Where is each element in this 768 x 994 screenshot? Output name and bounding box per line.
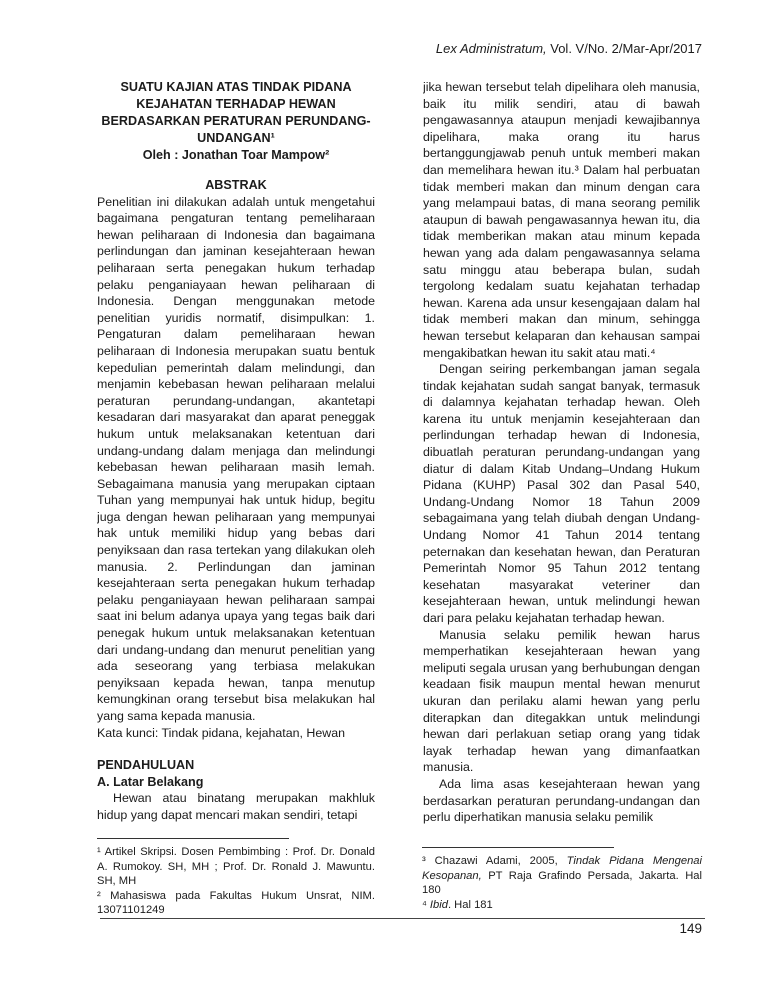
right-footnote-block [422,847,702,912]
left-footnote-block [97,838,375,918]
body-paragraph: jika hewan tersebut telah dipelihara oleh manusia, baik itu milik sendiri, atau di bawah pengawasannya ataupun menjadi kewajibannya dipelihara, maka orang itu harus bertanggungjawab penuh untuk memberi makan dan memelihara hewan itu.³ Dalam hal perbuatan tidak memberi makan dan minum dengan cara yang melampaui batas, di mana seorang pemilik ataupun di bawah pengawasannya hewan itu, dia tidak memberikan makan atau minum kepada hewan yang ada dalam pengawasannya selama satu minggu atau beberapa bulan, sudah tergolong kedalam suatu kejahatan terhadap hewan. Karena ada unsur kesengajaan dalam hal tidak memberi makan dan minum, sehingga hewan tersebut kelaparan dan kehausan sampai mengakibatkan hewan itu sakit atau mati.⁴ [423,80,700,360]
footnote-4-prefix: ⁴ [422,898,430,911]
section-heading-pendahuluan: PENDAHULUAN [97,758,195,773]
left-column [97,79,375,836]
article-byline: Oleh : Jonathan Toar Mampow² [142,148,330,162]
footnote-3-prefix: ³ Chazawi Adami, 2005, [422,855,567,867]
body-paragraph: Manusia selaku pemilik hewan harus memperhatikan kesejahteraan hewan yang meliputi segala urusan yang berhubungan dengan keadaan fisik maupun mental hewan menurut ukuran dan perilaku alami hewan yang perlu diterapkan dan ditegakkan untuk melindungi hewan dari perlakuan setiap orang yang tidak layak terhadap hewan yang dimanfaatkan manusia. [423,627,700,775]
page-number: 149 [679,921,702,936]
footnote-3-title: Tindak Pidana Mengenai Kesopanan, [422,855,702,882]
footnote-3-suffix: PT Raja Grafindo Persada, Jakarta. Hal 180 [422,869,702,897]
abstract-heading: ABSTRAK [205,178,267,192]
running-header [97,41,702,56]
footnote-separator-right [422,847,614,848]
intro-opening-paragraph: Hewan atau binatang merupakan makhluk hidup yang dapat mencari makan sendiri, tetapi [97,791,375,822]
body-paragraph: Dengan seiring perkembangan jaman segala tindak kejahatan sudah sangat banyak, termasuk di dalamnya kejahatan terhadap hewan. Oleh karena itu untuk menjamin kesejahteraan dan perlindungan terhadap hewan di Indonesia, dibuatlah peraturan perundang-undangan yang diatur di dalam Kitab Undang–Undang Hukum Pidana (KUHP) Pasal 302 dan Pasal 540, Undang-Undang Nomor 18 Tahun 2009 sebagaimana yang telah diubah dengan Undang-Undang Nomor 41 Tahun 2014 tentang peternakan dan kesehatan hewan, dan Peraturan Pemerintah Nomor 95 Tahun 2012 tentang kesehatan masyarakat veteriner dan kesejahteraan hewan, untuk melindungi hewan dari para pelaku kejahatan terhadap hewan. [423,362,700,625]
footnote-3 [422,854,702,898]
keywords-line: Kata kunci: Tindak pidana, kejahatan, Hewan [97,725,345,740]
footer-rule [100,918,705,919]
footnote-separator-left [97,838,289,839]
footnote-4-ibid: Ibid [429,898,448,911]
subsection-heading-latar-belakang: A. Latar Belakang [97,774,204,789]
abstract-text: Penelitian ini dilakukan adalah untuk mengetahui bagaimana pengaturan tentang pemeliharaan hewan peliharaan di Indonesia dan bagaimana perlindungan dan jaminan kesejahteraan hewan peliharaan serta penegakan hukum terhadap pelaku penganiayaan hewan peliharaan di Indonesia. Dengan menggunakan metode penelitian yuridis normatif, disimpulkan: 1. Pengaturan dalam pemeliharaan hewan peliharaan di Indonesia merupakan suatu bentuk kepedulian pemerintah dalam melindungi, dan menjamin kebebasan hewan peliharaan melalui peraturan perundang-undangan, akantetapi kesadaran dari masyarakat dan aparat peneggak hukum untuk melaksanakan ketentuan dari undang-undang dalam menjaga dan melindungi kebebasan hewan peliharaan masih lemah. Sebagaimana manusia yang merupakan ciptaan Tuhan yang mempunyai hak untuk hidup, begitu juga dengan hewan peliharaan yang mempunyai hak untuk memiliki hidup yang bebas dari penyiksaan dan rasa tertekan yang dilakukan oleh manusia. 2. Perlindungan dan jaminan kesejahteraan serta penegakan hukum terhadap pelaku penganiayaan hewan peliharaan sampai saat ini belum adanya upaya yang tegas baik dari penegak hukum untuk melaksanakan ketentuan dari undang-undang dan menurut penelitian yang ada seseorang yang terbiasa melakukan penyiksaan kepada hewan, tanpa menutup kemungkinan orang tersebut bisa melakukan hal yang sama kepada manusia. [97,194,375,723]
footnote-1: ¹ Artikel Skripsi. Dosen Pembimbing : Prof. Dr. Donald A. Rumokoy. SH, MH ; Prof. Dr. Ronald J. Mawuntu. SH, MH [97,846,375,888]
footnote-2: ² Mahasiswa pada Fakultas Hukum Unsrat, NIM. 13071101249 [97,889,375,917]
right-column [423,79,700,845]
body-paragraph: Ada lima asas kesejahteraan hewan yang berdasarkan peraturan perundang-undangan dan perlu diperhatikan manusia selaku pemilik [423,776,700,825]
journal-name: Lex Administratum, [435,41,547,56]
footnote-4 [422,898,702,913]
journal-issue-info: Vol. V/No. 2/Mar-Apr/2017 [546,41,702,56]
footnote-4-suffix: . Hal 181 [447,898,493,911]
article-title: SUATU KAJIAN ATAS TINDAK PIDANA KEJAHATAN TERHADAP HEWAN BERDASARKAN PERATURAN PERUNDANG-UNDANGAN¹ [101,80,371,145]
